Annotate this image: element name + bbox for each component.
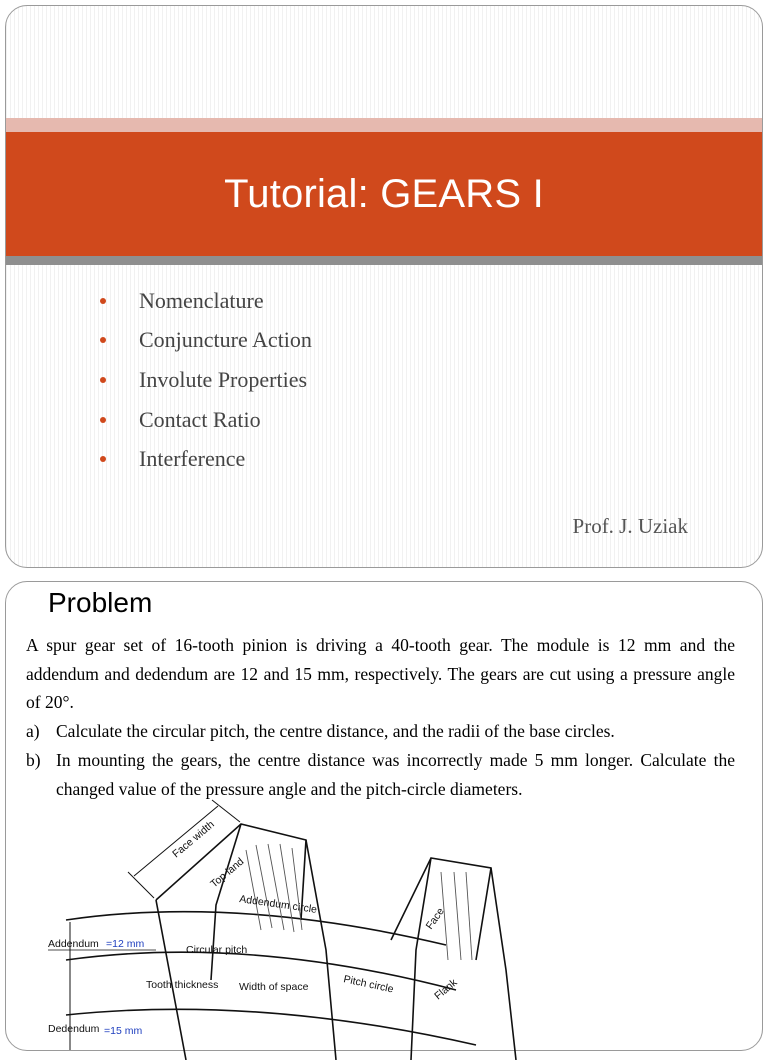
part-text: In mounting the gears, the centre distance was incorrectly made 5 mm longer. Calculate the changed value of the pressure angle and the pitch-circle diameters. [56,749,735,799]
problem-part-a [26,717,735,746]
title-slide [5,5,763,568]
label-face-width: Face width [170,818,217,861]
label-tooth-thickness: Tooth thickness [146,979,219,991]
topic-item [96,400,312,440]
topic-item [96,439,312,479]
title-top-strip [6,118,762,132]
topic-label: Conjuncture Action [139,327,312,353]
problem-slide [5,581,763,1051]
topic-label: Interference [139,446,246,472]
bullet-icon [100,298,106,304]
topic-label: Involute Properties [139,366,308,392]
topic-label: Contact Ratio [139,406,261,432]
title-bottom-strip [6,256,762,265]
label-addendum-value: =12 mm [106,938,145,950]
topic-label: Nomenclature [139,287,264,313]
problem-part-b [26,746,735,803]
label-face: Face [423,905,447,932]
part-text: Calculate the circular pitch, the centre distance, and the radii of the base circles. [56,721,615,742]
label-addendum-circle: Addendum circle [238,893,318,916]
label-flank: Flank [432,976,460,1003]
label-dedendum-value: =15 mm [104,1025,143,1037]
label-addendum: Addendum [48,938,99,950]
bullet-icon [100,417,106,423]
part-label: b) [26,749,41,770]
label-circular-pitch: Circular pitch [186,944,248,956]
slide-title: Tutorial: GEARS I [224,171,544,216]
topic-item [96,360,312,400]
label-width-of-space: Width of space [239,981,309,993]
label-dedendum: Dedendum [48,1023,100,1035]
bullet-icon [100,337,106,343]
problem-statement [26,631,735,803]
label-pitch-circle: Pitch circle [342,973,395,996]
bullet-icon [100,377,106,383]
problem-intro: A spur gear set of 16-tooth pinion is driving a 40-tooth gear. The module is 12 mm and the addendum and dedendum are 12 and 15 mm, respectively. The gears are cut using a pressure angle of 20°. [26,635,735,713]
problem-heading: Problem [48,587,153,618]
topic-item [96,281,312,321]
topic-list [96,281,312,479]
gear-nomenclature-diagram [36,810,556,1060]
title-band [6,132,762,256]
bullet-icon [100,456,106,462]
topic-item [96,321,312,361]
part-label: a) [26,721,40,742]
label-top-land: Top land [208,855,247,891]
author-name: Prof. J. Uziak [572,514,688,538]
